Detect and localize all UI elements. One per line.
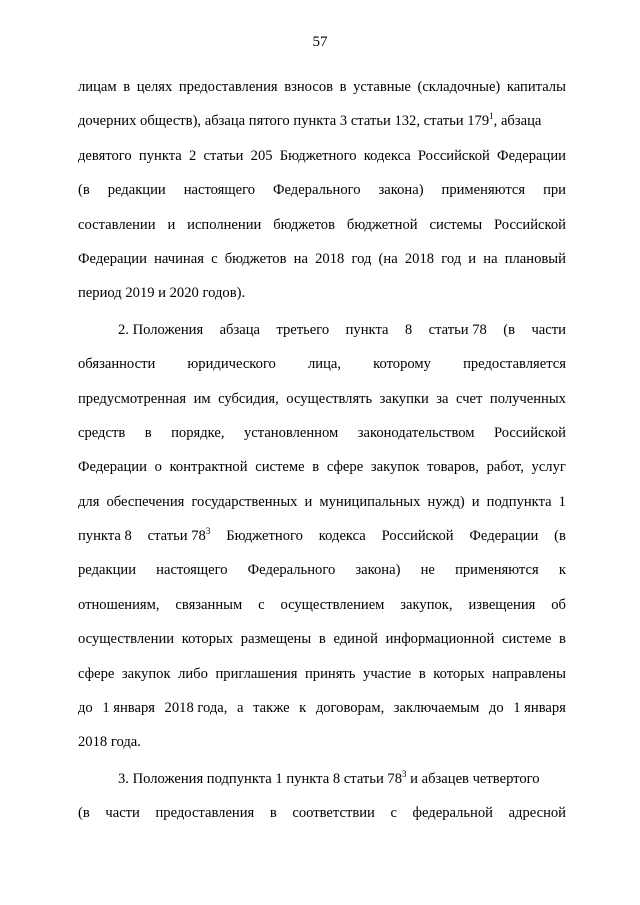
word: применяются: [455, 562, 539, 579]
word: при: [543, 182, 566, 199]
word: которых: [181, 631, 234, 648]
word: закона): [355, 562, 401, 579]
word: закупок,: [400, 596, 453, 613]
word: сфере: [326, 459, 364, 476]
word: предусмотренная: [78, 390, 187, 407]
word: отношениям,: [78, 596, 160, 613]
word: не: [420, 562, 435, 579]
text-line: [78, 354, 566, 388]
word: работ,: [486, 459, 524, 476]
word: товаров,: [427, 459, 479, 476]
word: части: [105, 805, 140, 822]
word: уставные: [353, 79, 411, 95]
word: юридического: [187, 356, 276, 373]
word: (в: [78, 182, 90, 199]
word: обязанности: [78, 356, 156, 373]
word: до: [488, 700, 504, 717]
word: к: [299, 700, 307, 717]
word: статьи 78: [428, 321, 487, 338]
word: средств: [78, 424, 126, 441]
text-line: [78, 629, 566, 663]
word: 2018: [315, 250, 345, 267]
word: с: [258, 596, 265, 613]
word: третьего: [276, 321, 330, 338]
word: об: [551, 596, 566, 613]
word: 205: [250, 147, 273, 164]
word: которых: [433, 665, 485, 682]
word: на: [483, 250, 498, 267]
word: кодекса: [363, 147, 411, 164]
superscript: 1: [489, 111, 494, 122]
word: в: [312, 459, 320, 476]
text-line-main: 3. Положения подпункта 1 пункта 8 статьи $78^3$ и абзацев четвертого: [118, 768, 540, 787]
text-line: [78, 77, 566, 111]
text-line: [78, 111, 566, 145]
document-body: [78, 77, 566, 838]
word: пункта: [138, 147, 182, 164]
word: им: [193, 390, 211, 407]
word: подпункта: [486, 493, 552, 510]
word: целях: [136, 79, 173, 95]
word: обеспечения: [106, 493, 185, 510]
word: установленном: [244, 424, 339, 441]
word: соответствии: [292, 805, 375, 822]
word: и: [471, 493, 480, 510]
word: бюджетов: [224, 250, 287, 267]
word: кодекса: [318, 528, 366, 545]
text-line: [78, 283, 566, 317]
word: контрактной: [169, 459, 248, 476]
word: и: [468, 250, 477, 267]
word: составлении: [78, 216, 156, 233]
word: счет: [456, 390, 483, 407]
word: плановый: [504, 250, 566, 267]
superscript: 3: [205, 526, 211, 537]
text-line: [78, 320, 566, 354]
word: Российской: [494, 424, 566, 441]
word: лицам: [78, 79, 117, 95]
word: для: [78, 493, 100, 510]
word: договорам,: [315, 700, 385, 717]
word: на: [293, 250, 308, 267]
word: 1 января: [102, 700, 155, 717]
word: извещения: [468, 596, 536, 613]
word: к: [558, 562, 566, 579]
text-line: [78, 180, 566, 214]
word: в: [123, 79, 131, 95]
word: в: [559, 631, 566, 648]
text-fragment: , абзаца: [493, 113, 542, 130]
word: капиталы: [506, 79, 566, 95]
word: и: [304, 493, 313, 510]
word: и: [167, 216, 176, 233]
word: системе: [255, 459, 305, 476]
text-line: [78, 457, 566, 491]
word: размещены: [240, 631, 312, 648]
word: закона): [378, 182, 424, 199]
word: год: [351, 250, 372, 267]
word: пункта 8: [78, 528, 132, 545]
word: в: [339, 79, 347, 95]
word: о: [154, 459, 162, 476]
word: заключаемым: [393, 700, 480, 717]
word: за: [436, 390, 449, 407]
word: полученных: [489, 390, 566, 407]
word: статьи: [203, 147, 244, 164]
text-line: [78, 389, 566, 423]
word: 8: [404, 321, 413, 338]
word: услуг: [531, 459, 566, 476]
word: закупок: [121, 665, 171, 682]
text-line: [78, 803, 566, 837]
word: закупок: [370, 459, 420, 476]
word: пункта: [345, 321, 389, 338]
word: приглашения: [215, 665, 298, 682]
word: 2: [188, 147, 197, 164]
word: которому: [373, 356, 431, 373]
word: также: [253, 700, 290, 717]
word: редакции: [107, 182, 166, 199]
word: (в: [503, 321, 516, 338]
text-line: [78, 595, 566, 629]
word: государственных: [191, 493, 298, 510]
word: связанным: [175, 596, 243, 613]
word: бюджетов: [273, 216, 335, 233]
word: лица,: [307, 356, 342, 373]
word: взносов: [284, 79, 334, 95]
word: предоставления: [155, 805, 255, 822]
text-line: [78, 249, 566, 283]
word: год: [441, 250, 462, 267]
word: Федерального: [272, 182, 361, 199]
word: (складочные): [417, 79, 501, 95]
word: (в: [78, 805, 90, 822]
word: до: [78, 700, 93, 717]
word: Российской: [417, 147, 490, 164]
word: 1 января: [513, 700, 566, 717]
word: настоящего: [156, 562, 228, 579]
word: а: [237, 700, 244, 717]
word: осуществлении: [78, 631, 175, 648]
word: Российской: [381, 528, 454, 545]
word: (на: [378, 250, 398, 267]
text-line: [78, 423, 566, 457]
text-line: [78, 664, 566, 698]
word: Федерации: [497, 147, 566, 164]
word: предоставления: [178, 79, 278, 95]
text-line: [78, 146, 566, 180]
word: закупки: [379, 390, 429, 407]
word: в: [418, 665, 426, 682]
word: системы: [429, 216, 483, 233]
word: сфере: [78, 665, 115, 682]
word: муниципальных: [319, 493, 421, 510]
word: участие: [363, 665, 412, 682]
word: направлены: [492, 665, 566, 682]
word: в: [144, 424, 152, 441]
word: Российской: [494, 216, 566, 233]
word: либо: [178, 665, 208, 682]
word: Федерации: [469, 528, 539, 545]
text-line-main: дочерних обществ), абзаца пятого пункта 3 статьи 132, статьи $179^1$, абзаца: [78, 111, 542, 130]
word: системе: [501, 631, 552, 648]
word: осуществлять: [286, 390, 373, 407]
word: настоящего: [183, 182, 256, 199]
text-line-main: 2018 года.: [78, 734, 141, 751]
word: законодательством: [357, 424, 475, 441]
text-line: [78, 560, 566, 594]
word: бюджетной: [346, 216, 418, 233]
word: редакции: [78, 562, 137, 579]
text-line: [78, 215, 566, 249]
word: 2018 года,: [164, 700, 228, 717]
word: девятого: [78, 147, 132, 164]
word: статьи $78^3$: [147, 526, 211, 545]
text-line: [78, 698, 566, 732]
word: исполнении: [187, 216, 262, 233]
word: адресной: [508, 805, 566, 822]
text-fragment: и абзацев четвертого: [406, 770, 540, 787]
word: (в: [554, 528, 566, 545]
text-line: [78, 526, 566, 560]
word: информационной: [385, 631, 495, 648]
word: предоставляется: [463, 356, 566, 373]
word: субсидия,: [218, 390, 279, 407]
word: порядке,: [171, 424, 225, 441]
word: с: [390, 805, 397, 822]
word: принять: [304, 665, 356, 682]
word: Бюджетного: [279, 147, 357, 164]
word: единой: [333, 631, 378, 648]
word: части: [531, 321, 566, 338]
word: Федерации: [78, 250, 147, 267]
word: с: [211, 250, 218, 267]
word: в: [269, 805, 277, 822]
superscript: 3: [402, 768, 407, 779]
word: Бюджетного: [226, 528, 303, 545]
word: 2. Положения: [118, 321, 204, 338]
word: Федерации: [78, 459, 147, 476]
word: осуществлением: [280, 596, 385, 613]
word: Федерального: [247, 562, 336, 579]
word: 1: [558, 493, 566, 510]
text-line: [78, 769, 566, 803]
word: начиная: [154, 250, 204, 267]
word: федеральной: [412, 805, 493, 822]
word: абзаца: [219, 321, 261, 338]
word: нужд): [427, 493, 465, 510]
word: в: [318, 631, 326, 648]
text-line: [78, 492, 566, 526]
page-number: 57: [312, 34, 328, 50]
text-line: [78, 732, 566, 766]
word: применяются: [441, 182, 526, 199]
word: 2018: [404, 250, 435, 267]
text-line-main: период 2019 и 2020 годов).: [78, 285, 246, 302]
